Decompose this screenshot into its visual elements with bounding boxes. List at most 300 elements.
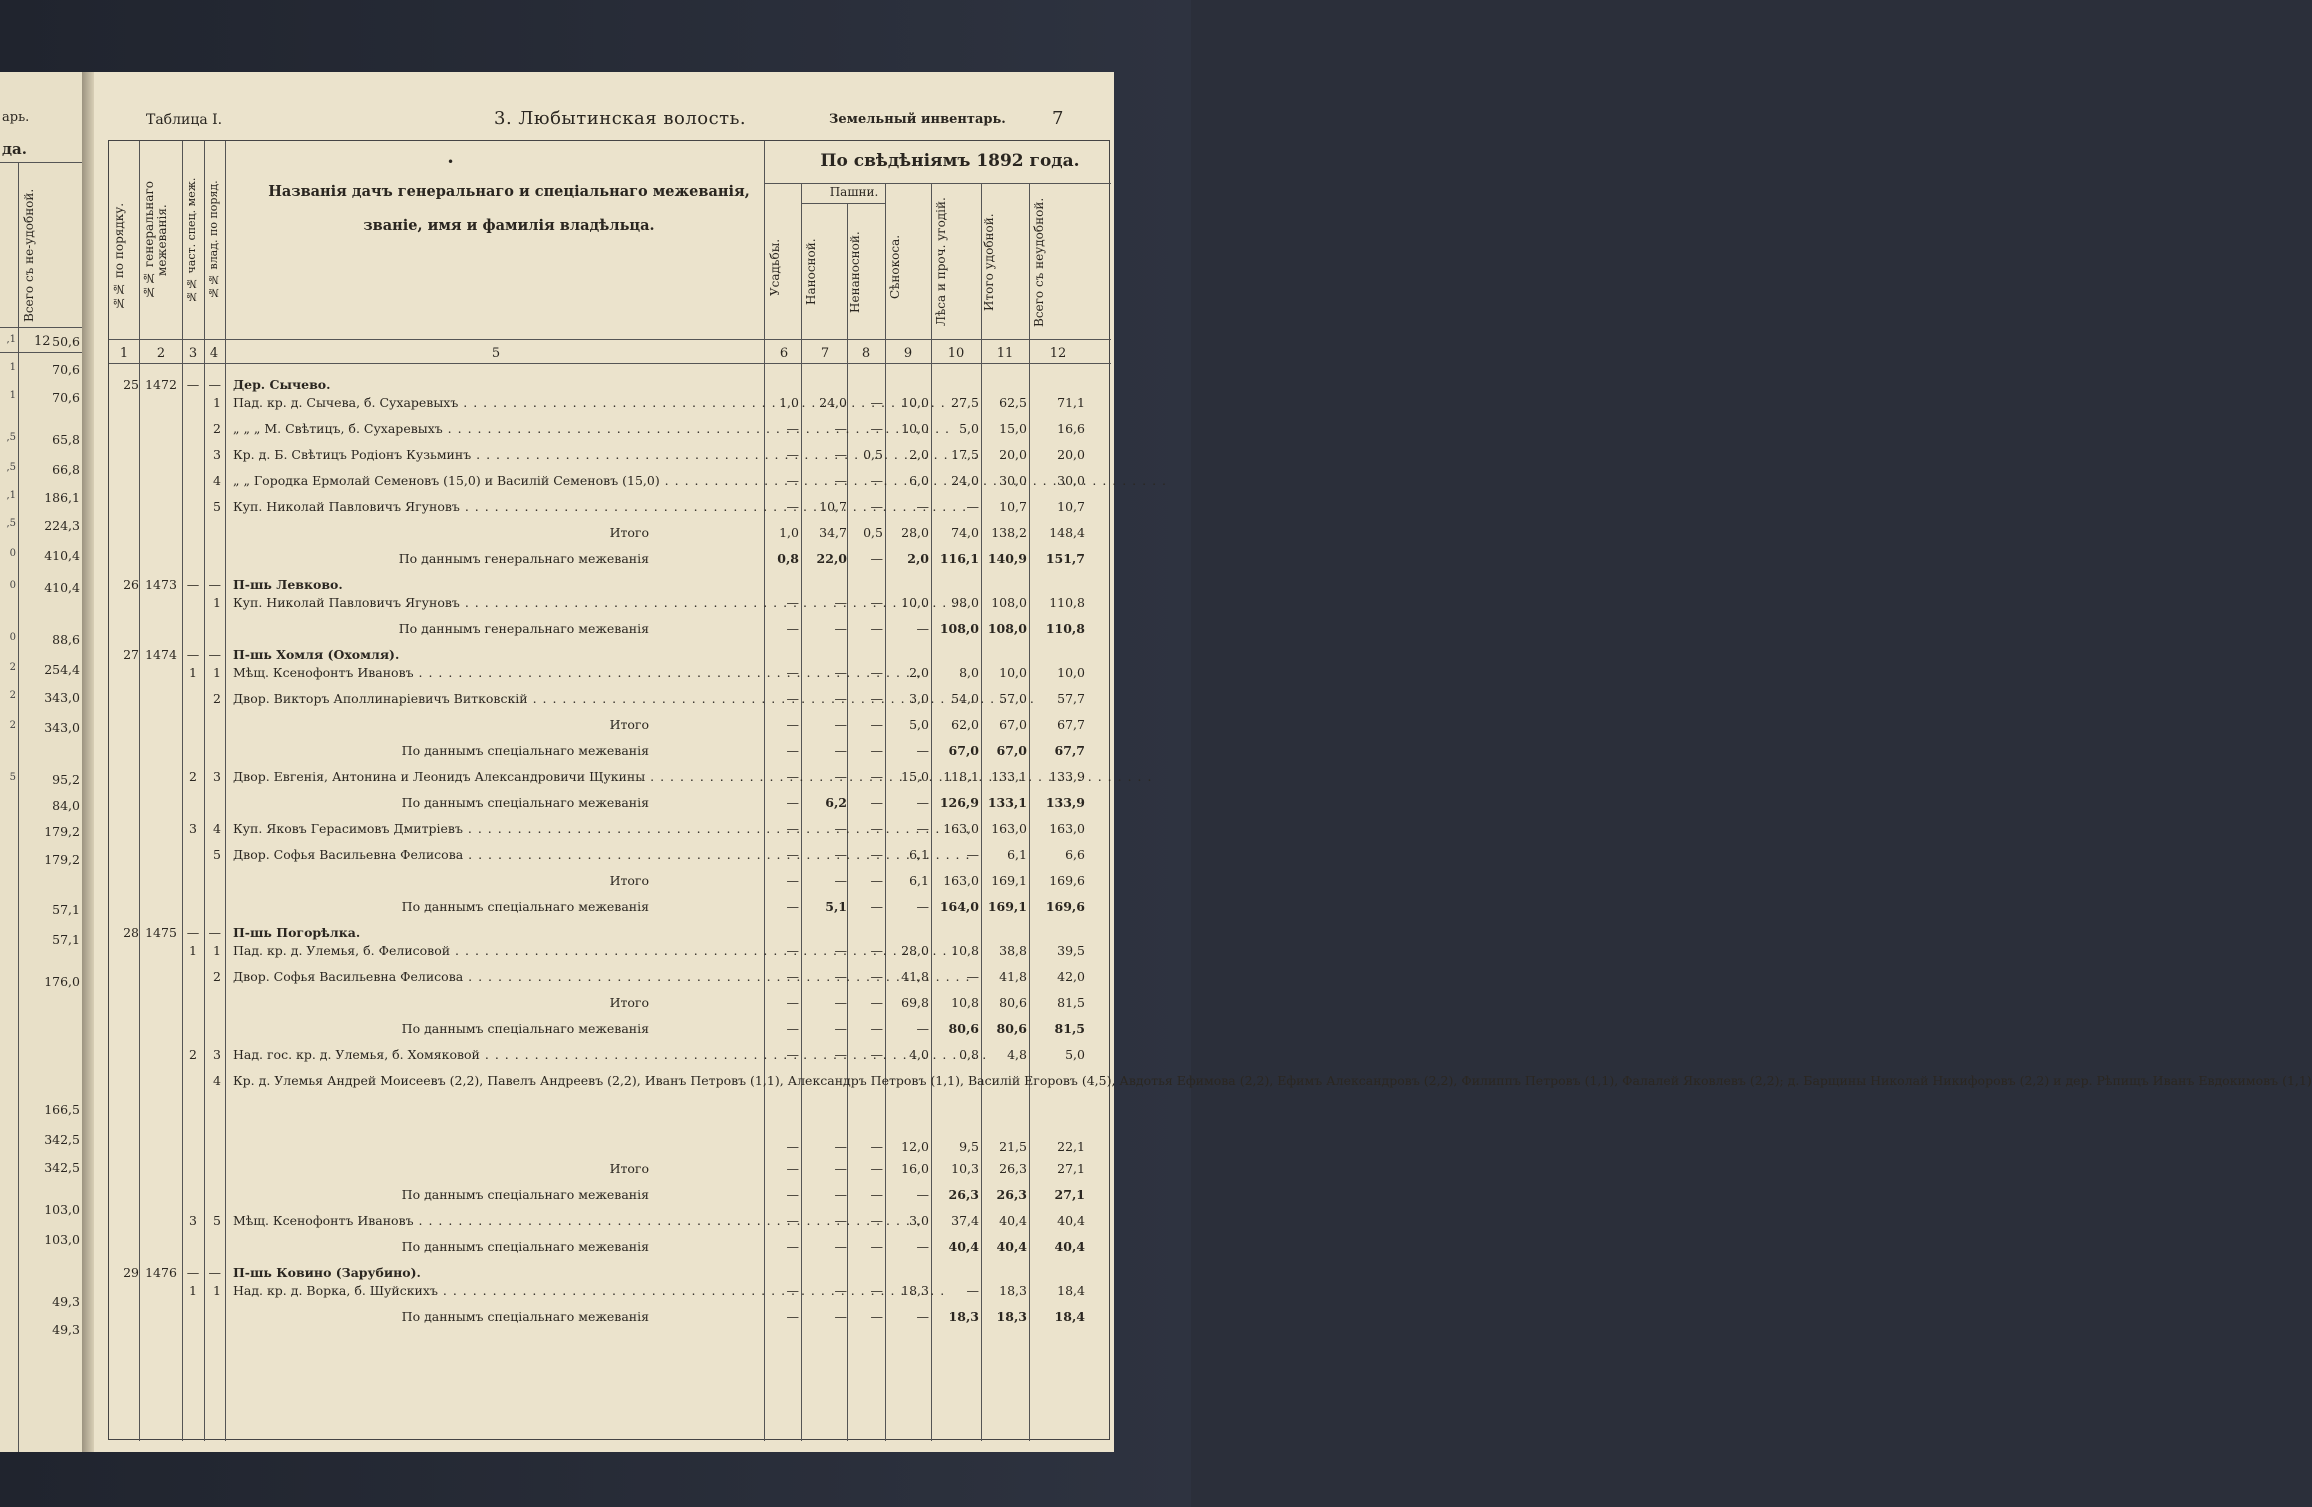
row-value: 42,0 <box>1057 969 1085 984</box>
row-value: 10,0 <box>901 595 929 610</box>
table-row <box>109 925 1111 945</box>
row-value: 17,5 <box>951 447 979 462</box>
left-column-head: Всего съ не-удобной. <box>22 188 36 322</box>
row-value: 18,4 <box>1054 1309 1085 1324</box>
row-c2: 1475 <box>145 925 177 940</box>
row-name: Итого <box>609 873 649 888</box>
row-value: 67,0 <box>999 717 1027 732</box>
row-value: — <box>786 473 799 488</box>
page-title: 3. Любытинская волость. <box>494 108 747 129</box>
row-c3: 1 <box>189 665 197 680</box>
table-row <box>109 665 1111 685</box>
right-page <box>94 72 2312 1452</box>
table-row <box>109 1213 1111 1233</box>
row-c1: 26 <box>123 577 139 592</box>
row-value: 9,5 <box>959 1139 979 1154</box>
row-value: 10,0 <box>1057 665 1085 680</box>
row-value: 41,8 <box>901 969 929 984</box>
row-value: 8,0 <box>959 665 979 680</box>
row-value: — <box>786 995 799 1010</box>
row-value: — <box>870 1309 883 1324</box>
row-value: 169,6 <box>1045 899 1085 914</box>
row-name: П-шь Хомля (Охомля). <box>233 647 400 662</box>
left-value: 224,3 <box>44 518 80 533</box>
left-rule <box>0 352 82 353</box>
row-value: — <box>916 821 929 836</box>
row-value: 15,0 <box>901 769 929 784</box>
row-value: — <box>834 621 847 636</box>
row-c3: — <box>186 577 200 592</box>
table-row <box>109 377 1111 397</box>
page-number: 7 <box>1052 108 1064 129</box>
row-value: 118,1 <box>943 769 979 784</box>
row-value: — <box>834 1047 847 1062</box>
row-name: Дер. Сычево. <box>233 377 331 392</box>
row-value: — <box>834 1021 847 1036</box>
row-value: — <box>870 795 883 810</box>
row-c4: 2 <box>213 691 221 706</box>
row-name: „ „ Городка Ермолай Семеновъ (15,0) и Василій Семеновъ (15,0) . . . <box>233 473 759 488</box>
row-c3: — <box>186 1265 200 1280</box>
row-c1: 25 <box>123 377 139 392</box>
row-value: 6,1 <box>1007 847 1027 862</box>
col-head-12: Всего съ неудобной. <box>1032 197 1046 327</box>
table-row <box>109 899 1111 919</box>
row-value: 38,8 <box>999 943 1027 958</box>
row-value: 80,6 <box>948 1021 979 1036</box>
row-value: — <box>834 1283 847 1298</box>
row-value: 0,8 <box>777 551 799 566</box>
column-number: 4 <box>209 346 219 361</box>
row-value: 6,1 <box>909 873 929 888</box>
row-value: — <box>834 1309 847 1324</box>
table-row <box>109 421 1111 441</box>
row-c4: 2 <box>213 969 221 984</box>
row-value: — <box>966 847 979 862</box>
left-value: 50,6 <box>52 334 80 349</box>
row-c4: — <box>208 377 221 392</box>
row-value: — <box>786 1213 799 1228</box>
table-row <box>109 691 1111 711</box>
row-name: Куп. Николай Павловичъ Ягуновъ . . . <box>233 499 759 514</box>
row-value: 5,0 <box>909 717 929 732</box>
left-margin-mark: 0 <box>9 580 16 591</box>
row-value: — <box>834 1239 847 1254</box>
row-value: — <box>786 665 799 680</box>
table-row <box>109 525 1111 545</box>
row-value: — <box>834 473 847 488</box>
table-label: Таблица I. <box>146 112 223 128</box>
column-number: 8 <box>861 346 871 361</box>
row-value: 62,0 <box>951 717 979 732</box>
row-value: 163,0 <box>991 821 1027 836</box>
row-c1: 28 <box>123 925 139 940</box>
row-value: — <box>870 769 883 784</box>
left-value: 176,0 <box>44 974 80 989</box>
row-value: 3,0 <box>909 691 929 706</box>
table-row <box>109 595 1111 615</box>
row-value: 20,0 <box>1057 447 1085 462</box>
row-value: — <box>916 499 929 514</box>
row-value: — <box>834 665 847 680</box>
left-value: 70,6 <box>52 362 80 377</box>
row-value: 40,4 <box>1057 1213 1085 1228</box>
table-row <box>109 795 1111 815</box>
row-c4: 1 <box>213 595 221 610</box>
row-value: 10,0 <box>901 395 929 410</box>
left-rule <box>0 327 82 328</box>
row-value: — <box>870 395 883 410</box>
row-name: Двор. Софья Васильевна Фелисова . . . <box>233 847 759 862</box>
col-head-7: Наносной. <box>804 238 818 306</box>
row-c4: — <box>208 925 221 940</box>
row-c4: 1 <box>213 395 221 410</box>
row-value: 126,9 <box>939 795 979 810</box>
table-row <box>109 873 1111 893</box>
row-value: 5,1 <box>825 899 847 914</box>
row-value: — <box>834 847 847 862</box>
row-value: 15,0 <box>999 421 1027 436</box>
table-row <box>109 847 1111 867</box>
row-value: 98,0 <box>951 595 979 610</box>
head-rule <box>801 203 885 204</box>
left-column-number: 12 <box>34 334 51 349</box>
row-name: По даннымъ спеціальнаго межеванія <box>401 1187 649 1202</box>
row-value: — <box>786 795 799 810</box>
column-number: 9 <box>903 346 913 361</box>
row-c2: 1476 <box>145 1265 177 1280</box>
left-value: 103,0 <box>44 1232 80 1247</box>
left-margin-mark: ,1 <box>6 490 16 501</box>
row-value: 57,0 <box>999 691 1027 706</box>
head-rule <box>764 183 1111 184</box>
table-row <box>109 499 1111 519</box>
row-value: — <box>834 595 847 610</box>
left-value: 343,0 <box>44 720 80 735</box>
row-value: 10,7 <box>999 499 1027 514</box>
row-value: 2,0 <box>907 551 929 566</box>
left-divider <box>18 162 19 1452</box>
row-value: 74,0 <box>951 525 979 540</box>
table-row <box>109 1187 1111 1207</box>
col-head-4: №№ влад. по поряд. <box>207 180 220 300</box>
table-row <box>109 995 1111 1015</box>
row-value: — <box>834 995 847 1010</box>
row-value: — <box>834 1139 847 1154</box>
decorative-dot: • <box>447 155 455 169</box>
row-value: — <box>786 595 799 610</box>
row-value: — <box>786 899 799 914</box>
left-page-fragment <box>0 72 84 1452</box>
row-name: Двор. Софья Васильевна Фелисова . . . <box>233 969 759 984</box>
row-value: 26,3 <box>948 1187 979 1202</box>
head-rule <box>109 339 1111 340</box>
row-value: — <box>870 943 883 958</box>
row-value: — <box>786 621 799 636</box>
row-value: — <box>870 995 883 1010</box>
row-value: — <box>870 873 883 888</box>
row-name: Над. кр. д. Ворка, б. Шуйскихъ . . . <box>233 1283 759 1298</box>
row-value: — <box>834 1213 847 1228</box>
left-value: 65,8 <box>52 432 80 447</box>
row-value: 18,4 <box>1057 1283 1085 1298</box>
row-value: — <box>786 873 799 888</box>
row-value: 40,4 <box>999 1213 1027 1228</box>
row-c3: 3 <box>189 1213 197 1228</box>
col-head-5: Названія дачъ генеральнаго и спеціальнаго межеванія, званіе, имя и фамилія владѣльца. <box>268 183 750 234</box>
row-value: — <box>870 1283 883 1298</box>
row-value: 10,0 <box>999 665 1027 680</box>
row-value: — <box>916 1021 929 1036</box>
row-c4: — <box>208 647 221 662</box>
row-value: 24,0 <box>819 395 847 410</box>
inventory-label: Земельный инвентарь. <box>829 112 1006 127</box>
row-value: — <box>786 847 799 862</box>
row-value: 80,6 <box>996 1021 1027 1036</box>
row-c3: 1 <box>189 943 197 958</box>
row-value: 21,5 <box>999 1139 1027 1154</box>
row-value: — <box>786 447 799 462</box>
row-value: 138,2 <box>991 525 1027 540</box>
left-margin-mark: 0 <box>9 548 16 559</box>
row-value: — <box>870 1047 883 1062</box>
column-number: 10 <box>947 346 965 361</box>
row-value: 0,8 <box>959 1047 979 1062</box>
row-value: 16,6 <box>1057 421 1085 436</box>
row-c2: 1474 <box>145 647 177 662</box>
row-name: По даннымъ спеціальнаго межеванія <box>401 795 649 810</box>
row-value: — <box>916 1239 929 1254</box>
row-value: — <box>834 873 847 888</box>
column-number: 2 <box>156 346 166 361</box>
row-value: — <box>916 743 929 758</box>
row-value: — <box>834 1161 847 1176</box>
row-name: Пад. кр. д. Сычева, б. Сухаревыхъ . . . <box>233 395 759 410</box>
row-name: Над. гос. кр. д. Улемья, б. Хомяковой . . . <box>233 1047 759 1062</box>
row-value: 10,7 <box>1057 499 1085 514</box>
row-value: — <box>966 499 979 514</box>
row-value: 18,3 <box>999 1283 1027 1298</box>
row-value: 18,3 <box>901 1283 929 1298</box>
row-value: — <box>870 1213 883 1228</box>
table-row <box>109 717 1111 737</box>
row-c2: 1473 <box>145 577 177 592</box>
row-value: — <box>870 665 883 680</box>
row-value: — <box>966 1283 979 1298</box>
page-header <box>94 108 1114 140</box>
row-value: 24,0 <box>951 473 979 488</box>
row-value: 71,1 <box>1057 395 1085 410</box>
row-name: Пад. кр. д. Улемья, б. Фелисовой . . . <box>233 943 759 958</box>
row-value: 2,0 <box>909 665 929 680</box>
row-value: — <box>834 447 847 462</box>
row-c3: 2 <box>189 769 197 784</box>
row-value: — <box>786 769 799 784</box>
row-value: 40,4 <box>1054 1239 1085 1254</box>
row-value: — <box>870 691 883 706</box>
row-value: — <box>916 1187 929 1202</box>
row-value: — <box>786 1239 799 1254</box>
row-name: По даннымъ генеральнаго межеванія <box>398 551 649 566</box>
row-value: — <box>786 717 799 732</box>
row-value: — <box>834 691 847 706</box>
row-value: — <box>786 1283 799 1298</box>
row-value: 169,1 <box>991 873 1027 888</box>
row-value: 30,0 <box>999 473 1027 488</box>
row-value: — <box>870 1187 883 1202</box>
table-row <box>109 577 1111 597</box>
col-head-2: №№ генеральнаго межеванія. <box>142 181 169 299</box>
row-value: 28,0 <box>901 525 929 540</box>
row-value: 10,3 <box>951 1161 979 1176</box>
column-number: 7 <box>820 346 830 361</box>
row-name: Мѣщ. Ксенофонтъ Ивановъ . . . <box>233 1213 759 1228</box>
row-c4: — <box>208 1265 221 1280</box>
row-value: 4,0 <box>909 1047 929 1062</box>
row-c4: 1 <box>213 665 221 680</box>
left-margin-mark: 2 <box>9 662 16 673</box>
left-margin-mark: 0 <box>9 632 16 643</box>
col-head-9: Сѣнокоса. <box>888 234 902 300</box>
row-value: 2,0 <box>909 447 929 462</box>
row-value: — <box>916 1309 929 1324</box>
row-name: По даннымъ спеціальнаго межеванія <box>401 1021 649 1036</box>
table-row <box>109 1021 1111 1041</box>
row-value: — <box>786 1187 799 1202</box>
row-value: 40,4 <box>996 1239 1027 1254</box>
left-value: 254,4 <box>44 662 80 677</box>
column-number: 11 <box>996 346 1014 361</box>
row-value: — <box>834 421 847 436</box>
row-c3: 1 <box>189 1283 197 1298</box>
row-value: 148,4 <box>1049 525 1085 540</box>
row-value: 20,0 <box>999 447 1027 462</box>
row-value: 37,4 <box>951 1213 979 1228</box>
row-value: — <box>834 969 847 984</box>
row-value: 67,0 <box>996 743 1027 758</box>
row-value: 108,0 <box>939 621 979 636</box>
left-value: 186,1 <box>44 490 80 505</box>
row-value: 40,4 <box>948 1239 979 1254</box>
row-value: 62,5 <box>999 395 1027 410</box>
table-row <box>109 969 1111 989</box>
row-name: По даннымъ спеціальнаго межеванія <box>401 1239 649 1254</box>
row-value: 110,8 <box>1045 621 1085 636</box>
row-value: 41,8 <box>999 969 1027 984</box>
row-name: Кр. д. Улемья Андрей Моисеевъ (2,2), Павелъ Андреевъ (2,2), Иванъ Петровъ (1,1), Александръ Петровъ (1,1), Василій Егоровъ (4,5), Авдотья Ефимова (2,2), Ефимъ Александровъ (2,2), Филиппъ Петровъ (1,1), Фалалей Яковлевъ (2,2); д. Барщины Николай Никифоровъ (2,2) и дер. Рѣпищъ Иванъ Евдокимовъ (1,1) <box>233 1073 2312 1088</box>
row-value: 6,2 <box>825 795 847 810</box>
row-value: 34,7 <box>819 525 847 540</box>
row-value: 164,0 <box>939 899 979 914</box>
row-name: Мѣщ. Ксенофонтъ Ивановъ . . . <box>233 665 759 680</box>
row-value: 30,0 <box>1057 473 1085 488</box>
row-c4: 2 <box>213 421 221 436</box>
row-name: Двор. Викторъ Аполлинаріевичъ Витковскій . . . <box>233 691 759 706</box>
left-value: 342,5 <box>44 1160 80 1175</box>
row-value: 18,3 <box>996 1309 1027 1324</box>
left-value: 49,3 <box>52 1322 80 1337</box>
row-name: Кр. д. Б. Свѣтицъ Родіонъ Кузьминъ . . . <box>233 447 759 462</box>
left-value: 57,1 <box>52 932 80 947</box>
row-name: Двор. Евгенія, Антонина и Леонидъ Александровичи Щукины . . . <box>233 769 759 784</box>
row-value: — <box>870 499 883 514</box>
left-margin-mark: 2 <box>9 690 16 701</box>
row-value: — <box>870 1021 883 1036</box>
left-value: 166,5 <box>44 1102 80 1117</box>
row-value: — <box>870 743 883 758</box>
row-name: „ „ „ М. Свѣтицъ, б. Сухаревыхъ . . . <box>233 421 759 436</box>
table-row <box>109 769 1111 789</box>
row-value: 133,1 <box>987 795 1027 810</box>
row-value: — <box>786 743 799 758</box>
row-name: По даннымъ спеціальнаго межеванія <box>401 1309 649 1324</box>
row-c4: 3 <box>213 1047 221 1062</box>
left-value: 88,6 <box>52 632 80 647</box>
row-value: 6,6 <box>1065 847 1085 862</box>
row-value: — <box>786 421 799 436</box>
row-value: — <box>786 1047 799 1062</box>
row-name: Итого <box>609 1161 649 1176</box>
row-c1: 27 <box>123 647 139 662</box>
row-value: 54,0 <box>951 691 979 706</box>
left-value: 343,0 <box>44 690 80 705</box>
row-c1: 29 <box>123 1265 139 1280</box>
left-margin-mark: ,5 <box>6 432 16 443</box>
row-value: — <box>786 499 799 514</box>
row-value: 169,6 <box>1049 873 1085 888</box>
row-value: — <box>870 473 883 488</box>
left-margin-mark: ,1 <box>6 334 16 345</box>
table-row <box>109 621 1111 641</box>
row-value: 151,7 <box>1045 551 1085 566</box>
row-c4: 3 <box>213 447 221 462</box>
row-name: По даннымъ спеціальнаго межеванія <box>401 899 649 914</box>
row-value: — <box>870 421 883 436</box>
row-name: П-шь Левково. <box>233 577 343 592</box>
left-margin-mark: ,5 <box>6 518 16 529</box>
row-value: — <box>916 621 929 636</box>
row-value: 133,9 <box>1045 795 1085 810</box>
row-c4: 4 <box>213 821 221 836</box>
row-c4: 3 <box>213 769 221 784</box>
left-header-fragment: арь. <box>2 110 30 125</box>
row-name: Куп. Яковъ Герасимовъ Дмитріевъ . . . <box>233 821 759 836</box>
row-value: 108,0 <box>987 621 1027 636</box>
table-row <box>109 1161 1111 1181</box>
row-value: — <box>870 551 883 566</box>
row-value: 26,3 <box>996 1187 1027 1202</box>
left-value: 57,1 <box>52 902 80 917</box>
row-value: — <box>916 899 929 914</box>
col-head-10: Лѣса и проч. угодій. <box>934 197 948 327</box>
left-value: 70,6 <box>52 390 80 405</box>
row-value: — <box>870 969 883 984</box>
row-c4: 4 <box>213 473 221 488</box>
table-row <box>109 1239 1111 1259</box>
row-value: 69,8 <box>901 995 929 1010</box>
column-number: 12 <box>1049 346 1067 361</box>
row-value: 80,6 <box>999 995 1027 1010</box>
row-name: Куп. Николай Павловичъ Ягуновъ . . . <box>233 595 759 610</box>
table-row <box>109 1283 1111 1303</box>
row-value: — <box>786 821 799 836</box>
table-row <box>109 821 1111 841</box>
column-number: 6 <box>779 346 789 361</box>
row-name: П-шь Ковино (Зарубино). <box>233 1265 421 1280</box>
left-value: 410,4 <box>44 548 80 563</box>
table-row <box>109 647 1111 667</box>
left-margin-mark: ,5 <box>6 462 16 473</box>
